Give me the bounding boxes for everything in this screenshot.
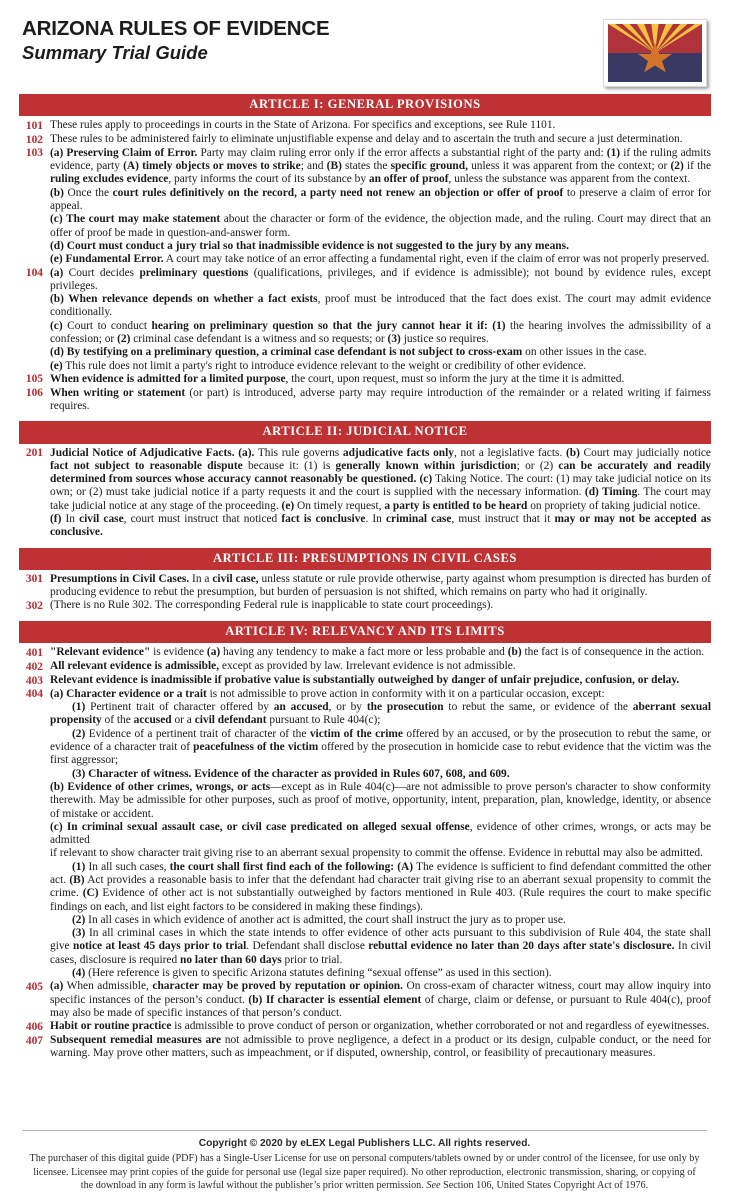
article-banner: ARTICLE II: JUDICIAL NOTICE [19, 421, 711, 443]
rule-text [50, 119, 711, 132]
rule-paragraph: (2) In all cases in which evidence of another act is admitted, the court shall instruct the jury as to proper use. [72, 913, 566, 926]
rule-number: 105 [25, 373, 43, 386]
rule-entry [19, 147, 711, 267]
rule-paragraph: When writing or statement (or part) is introduced, adverse party may require introduction of the remainder or a related writing if fairness requires. [50, 386, 711, 412]
rule-paragraph: (There is no Rule 302. The corresponding Federal rule is inapplicable to state court proceedings). [50, 599, 494, 612]
rule-paragraph: (b) Once the court rules definitively on the record, a party need not renew an objection or offer of proof to preserve a claim of error for appeal. [50, 186, 711, 213]
rule-number: 301 [25, 573, 43, 586]
page-title: ARIZONA RULES OF EVIDENCE [22, 17, 330, 40]
rule-paragraph: (b) When relevance depends on whether a fact exists, proof must be introduced that the fact does exist. The court may admit evidence conditionally. [50, 293, 711, 319]
rule-number: 103 [25, 147, 43, 160]
rule-text [50, 373, 711, 386]
rule-entry [19, 599, 711, 613]
rule-entry [19, 660, 711, 674]
rule-paragraph: Habit or routine practice is admissible to prove conduct of person or organization, whether corroborated or not and regardless of eyewitnesses. [50, 1020, 710, 1033]
rule-text [50, 674, 711, 687]
rule-text [50, 147, 711, 267]
rule-paragraph: (c) Court to conduct hearing on preliminary question so that the jury cannot hear it if: (1) the hearing involves the admissibility of a confession; or (2) criminal case defendant is a witness and so requests; or (3) justice so requires. [50, 319, 711, 345]
rule-entry [19, 373, 711, 387]
rule-paragraph: (1) Pertinent trait of character offered by an accused, or by the prosecution to rebut the same, or evidence of the aberrant sexual propensity of the accused or a civil defendant pursuant to Rule 404(c); [50, 701, 712, 727]
rule-entry [19, 646, 711, 660]
article-banner: ARTICLE III: PRESUMPTIONS IN CIVIL CASES [19, 548, 711, 570]
arizona-flag-svg [608, 24, 702, 82]
rule-paragraph: (f) In civil case, court must instruct that noticed fact is conclusive. In criminal case, must instruct that it may or may not be accepted as conclusive. [50, 512, 711, 539]
rule-paragraph: (a) Character evidence or a trait is not admissible to prove action in conformity with it on a particular occasion, except: [50, 687, 605, 700]
rule-paragraph: (d) By testifying on a preliminary question, a criminal case defendant is not subject to cross-exam on other issues in the case. [50, 346, 647, 359]
rule-paragraph: All relevant evidence is admissible, except as provided by law. Irrelevant evidence is not admissible. [50, 660, 516, 673]
rule-paragraph: (e) Fundamental Error. A court may take notice of an error affecting a fundamental right, even if the claim of error was not properly preserved. [50, 253, 710, 266]
rule-paragraph: (d) Court must conduct a jury trial so that inadmissible evidence is not suggested to the jury by any means. [50, 239, 569, 252]
rule-text [50, 599, 711, 612]
rule-number: 406 [25, 1020, 43, 1033]
rule-paragraph: (3) Character of witness. Evidence of the character as provided in Rules 607, 608, and 609. [72, 767, 510, 780]
rule-paragraph: These rules to be administered fairly to eliminate unjustifiable expense and delay and to ascertain the truth and secure a just determination. [50, 133, 683, 146]
rule-text [50, 573, 711, 600]
rule-entry [19, 133, 711, 147]
rule-paragraph: (c) The court may make statement about the character or form of the evidence, the objection made, and the ruling. Court may direct that an offer of proof be made in question-and-answer form. [50, 213, 711, 239]
article-banner: ARTICLE IV: RELEVANCY AND ITS LIMITS [19, 621, 711, 643]
rule-paragraph: if relevant to show character trait giving rise to an aberrant sexual propensity to commit the offense. Evidence in rebuttal may also be admitted. [50, 847, 703, 860]
copyright-notice: Copyright © 2020 by eLEX Legal Publishers LLC. All rights reserved. [198, 1137, 531, 1149]
rule-paragraph: (a) Court decides preliminary questions (qualifications, privileges, and if evidence is admissible); not bound by evidence rules, except privileges. [50, 266, 712, 292]
title-block [22, 16, 329, 64]
rule-entry [19, 688, 711, 981]
rule-entry [19, 573, 711, 600]
rule-list [19, 444, 711, 540]
rule-entry [19, 119, 711, 133]
rule-number: 403 [25, 674, 43, 687]
rule-entry [19, 267, 711, 373]
license-notice: The purchaser of this digital guide (PDF) has a Single-User License for use on personal computers/tablets owned by or under control of the licensee, for use only by licensee. Licensee may print copies of the guide for personal use (legal size paper required). No other reproduction, electronic transmission, sharing, or copying of the download in any form is lawful without the publisher’s prior written permission. See Section 106, United States Copyright Act of 1976. [29, 1153, 700, 1191]
rule-entry [19, 387, 711, 414]
document-footer [0, 1130, 729, 1192]
arizona-flag-icon [603, 19, 707, 87]
rule-paragraph: (3) In all criminal cases in which the state intends to offer evidence of other acts pursuant to this subdivision of Rule 404, the state shall give notice at least 45 days prior to trial. Defendant shall disclose rebuttal evidence no later than 20 days after state's disclosure. In civil cases, disclosure is required no later than 60 days prior to trial. [50, 927, 711, 966]
rule-text [50, 133, 711, 146]
rule-entry [19, 980, 711, 1020]
rule-number: 402 [25, 660, 43, 673]
rule-number: 104 [25, 267, 43, 279]
rule-paragraph: (a) Preserving Claim of Error. Party may claim ruling error only if the error affects a substantial right of the party and: (1) if the ruling admits evidence, party (A) timely objects or moves to strike; and (B) states the specific ground, unless it was apparent from the context; or (2) if the ruling excludes evidence, party informs the court of its substance by an offer of proof, unless the substance was apparent from the context. [50, 146, 712, 186]
rule-text [50, 267, 711, 373]
rule-paragraph: (2) Evidence of a pertinent trait of character of the victim of the crime offered by an accused, or by the prosecution to rebut the same, or evidence of a character trait of peacefulness of the victim offered by the prosecution in homicide case to rebut evidence that the victim was the first aggressor; [50, 727, 712, 767]
rule-paragraph: Subsequent remedial measures are not admissible to prove negligence, a defect in a product or its design, culpable conduct, or the need for warning. May prove other matters, such as impeachment, or if disputed, ownership, control, or feasibility of precautionary measures. [50, 1034, 711, 1060]
rule-number: 405 [25, 980, 43, 993]
rule-paragraph: Judicial Notice of Adjudicative Facts. (a). This rule governs adjudicative facts only, not a legislative facts. (b) Court may judicially notice fact not subject to reasonable dispute because it: (1) is generally known within jurisdiction; or (2) can be accurately and readily determined from sources whose accuracy cannot reasonably be questioned. (c) Taking Notice. The court: (1) may take judicial notice on its own; or (2) must take judicial notice if a party requests it and the court is supplied with the necessary information. (d) Timing. The court may take judicial notice at any stage of the proceeding. (e) On timely request, a party is entitled to be heard on propriety of taking judicial notice. [50, 446, 712, 512]
rule-list [19, 570, 711, 613]
page-subtitle: Summary Trial Guide [22, 41, 208, 63]
rule-text [50, 1020, 711, 1033]
rule-number: 106 [25, 387, 43, 400]
rule-paragraph: (c) In criminal sexual assault case, or civil case predicated on alleged sexual offense, evidence of other crimes, wrongs, or acts may be admitted [50, 820, 711, 847]
rule-text [50, 387, 711, 414]
rule-number: 201 [25, 447, 43, 459]
rule-text [50, 688, 711, 981]
rule-number: 302 [25, 599, 43, 612]
article-banner: ARTICLE I: GENERAL PROVISIONS [19, 94, 711, 116]
rule-paragraph: "Relevant evidence" is evidence (a) having any tendency to make a fact more or less probable and (b) the fact is of consequence in the action. [50, 646, 705, 659]
rule-list [19, 643, 711, 1060]
rule-paragraph: (e) This rule does not limit a party's right to introduce evidence relevant to the weight or credibility of other evidence. [50, 359, 587, 372]
rule-number: 404 [25, 688, 43, 701]
rule-entry [19, 1020, 711, 1034]
rule-number: 401 [25, 646, 43, 659]
rule-paragraph: (b) Evidence of other crimes, wrongs, or acts—except as in Rule 404(c)—are not admissible to prove person's character to show conformity therewith. May be admissible for other purposes, such as proof of motive, opportunity, intent, preparation, plan, knowledge, identity, or absence of mistake or accident. [50, 780, 711, 820]
rule-text [50, 660, 711, 673]
rule-entry [19, 1034, 711, 1061]
rule-paragraph: Relevant evidence is inadmissible if probative value is substantially outweighed by danger of unfair prejudice, confusion, or delay. [50, 674, 680, 687]
rule-text [50, 447, 711, 540]
rule-text [50, 646, 711, 659]
rule-entry [19, 674, 711, 688]
rule-text [50, 1034, 711, 1061]
rule-list [19, 116, 711, 413]
rule-number: 407 [25, 1034, 43, 1047]
rule-paragraph: (1) In all such cases, the court shall first find each of the following: (A) The evidence is sufficient to find defendant committed the other act. (B) Act provides a reasonable basis to infer that the defendant had character trait giving rise to an aberrant sexual propensity to commit the crime. (C) Evidence of other act is not substantially outweighed by factors mentioned in Rule 403. (Rule requires the court to make specific findings on each, and list eight factors to be considered in making these findings). [50, 860, 712, 913]
document-header [0, 0, 729, 78]
footer-divider [22, 1130, 707, 1131]
document-body [0, 94, 729, 1061]
rule-paragraph: When evidence is admitted for a limited purpose, the court, upon request, must so inform the jury at the time it is admitted. [50, 372, 625, 385]
rule-number: 102 [25, 133, 43, 146]
rule-text [50, 980, 711, 1020]
rule-number: 101 [25, 119, 43, 132]
rule-entry [19, 447, 711, 540]
rule-paragraph: (4) (Here reference is given to specific Arizona statutes defining “sexual offense” as used in this section). [72, 967, 552, 980]
rule-paragraph: Presumptions in Civil Cases. In a civil case, unless statute or rule provide otherwise, party against whom presumption is directed has burden of producing evidence to rebut the presumption, but burden of persuasion is not shifted, which remains on party who had it originally. [50, 572, 711, 599]
rule-paragraph: (a) When admissible, character may be proved by reputation or opinion. On cross-exam of character witness, court may allow inquiry into specific instances of the person’s conduct. (b) If character is essential element of charge, claim or defense, or pursuant to Rule 404(c), proof may also be made of specific instances of that person’s conduct. [50, 980, 712, 1019]
rule-paragraph: These rules apply to proceedings in courts in the State of Arizona. For specifics and exceptions, see Rule 1101. [50, 119, 556, 132]
